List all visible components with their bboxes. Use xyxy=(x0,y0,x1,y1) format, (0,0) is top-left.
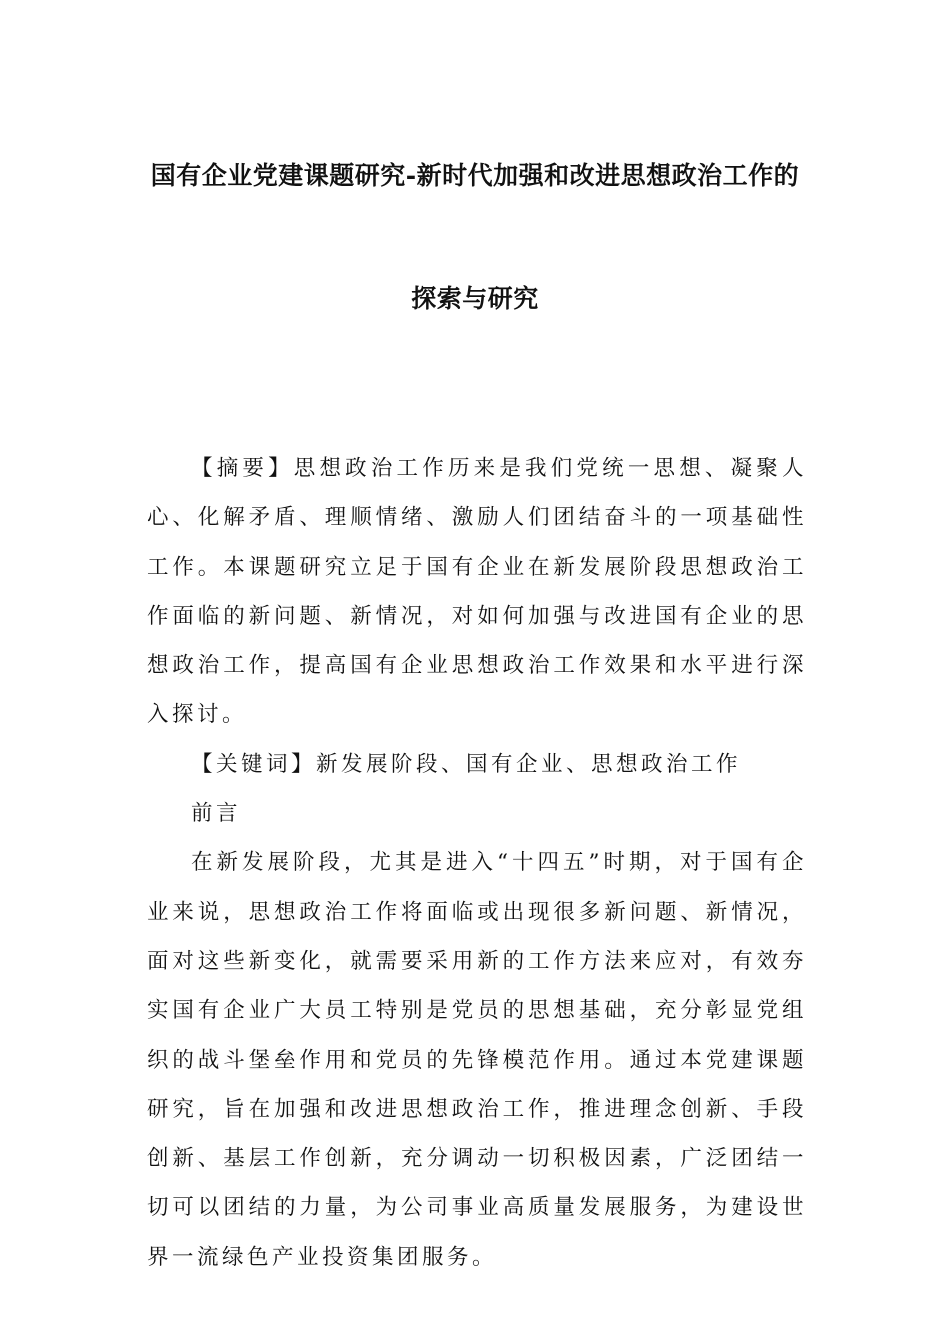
abstract-paragraph: 【摘要】思想政治工作历来是我们党统一思想、凝聚人心、化解矛盾、理顺情绪、激励人们团结奋斗的一项基础性工作。本课题研究立足于国有企业在新发展阶段思想政治工作面临的新问题、新情况，对如何加强与改进国有企业的思想政治工作，提高国有企业思想政治工作效果和水平进行深入探讨。 xyxy=(147,456,807,728)
document-title-line-1: 国有企业党建课题研究-新时代加强和改进思想政治工作的 xyxy=(150,161,800,190)
preface-heading: 前言 xyxy=(191,801,242,827)
keywords-paragraph: 【关键词】新发展阶段、国有企业、思想政治工作 xyxy=(191,751,742,777)
document-title-line-2: 探索与研究 xyxy=(411,284,539,313)
preface-paragraph: 在新发展阶段，尤其是进入“十四五”时期，对于国有企业来说，思想政治工作将面临或出现很多新问题、新情况，面对这些新变化，就需要采用新的工作方法来应对，有效夯实国有企业广大员工特别是党员的思想基础，充分彰显党组织的战斗堡垒作用和党员的先锋模范作用。通过本党建课题研究，旨在加强和改进思想政治工作，推进理念创新、手段创新、基层工作创新，充分调动一切积极因素，广泛团结一切可以团结的力量，为公司事业高质量发展服务，为建设世界一流绿色产业投资集团服务。 xyxy=(147,850,807,1270)
document-body xyxy=(147,444,807,1282)
